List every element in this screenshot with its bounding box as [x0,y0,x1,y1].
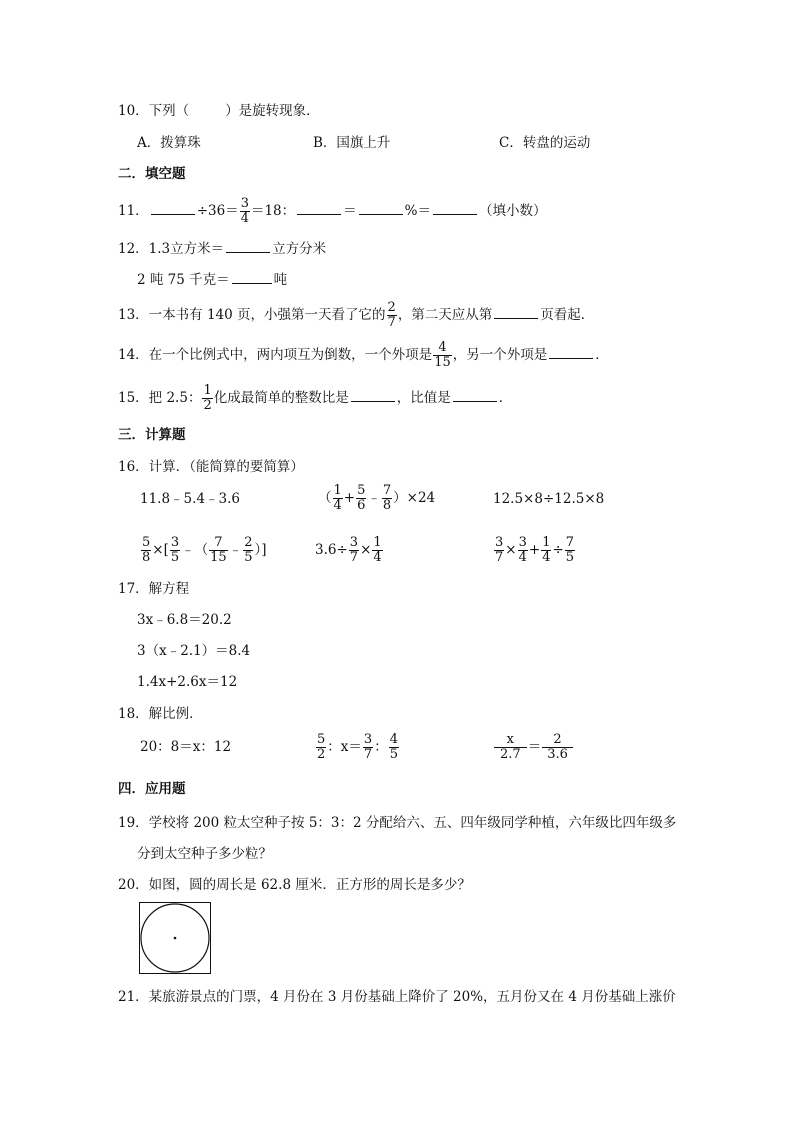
answer-blank[interactable] [351,387,395,402]
q15-text: ． [498,390,513,406]
circle-icon [140,903,210,973]
q14-text: ，另一个外项是 [452,347,548,363]
section-application: 四．应用题 [118,781,186,797]
fraction: $\frac{2}{7}$ [387,300,396,330]
question-11 [118,194,546,228]
q18-prop-2: $\frac{5}{2}$ ：x＝ $\frac{3}{7}$ ： $\frac{4}{5}$ [317,732,398,762]
q10-stem-end: ）是旋转现象． [225,103,320,119]
q17-eq-1: 3x﹣6.8＝20.2 [137,612,232,628]
answer-blank[interactable] [226,238,270,253]
question-16-title: 16．计算．（能简算的要简算） [118,459,304,475]
q11-number: 11． [118,203,149,219]
q13-text: ，第二天应从第 [397,307,493,323]
q17-eq-2: 3（x﹣2.1）＝8.4 [137,643,251,659]
q12-text: 吨 [273,272,288,288]
q14-text: ． [595,347,609,363]
q11-text: （填小数） [478,203,547,219]
answer-blank[interactable] [232,269,272,284]
question-10 [118,101,320,121]
question-21: 21．某旅游景点的门票，4 月份在 3 月份基础上降价了 20%，五月份又在 4 月份基础上涨价 [118,989,676,1005]
q12-text: 2 吨 75 千克＝ [137,272,230,288]
q16-expr-2: （ $\frac{1}{4}$ + $\frac{5}{6}$ ﹣ $\frac{7}{8}$ ）×24 [318,483,436,513]
q16-expr-3: 12.5×8÷12.5×8 [493,491,605,507]
fraction: $\frac{4}{15}$ [434,340,451,370]
q11-text: ÷36＝ [196,203,239,219]
answer-blank[interactable] [453,387,497,402]
answer-blank[interactable] [297,200,341,215]
q10-option-b[interactable]: B．国旗上升 [313,135,391,151]
question-15 [118,381,512,415]
answer-blank[interactable] [494,304,538,319]
section-fill-blank: 二．填空题 [118,166,186,182]
q11-text: %＝ [404,203,431,219]
question-20: 20．如图，圆的周长是 62.8 厘米．正方形的周长是多少？ [118,877,471,893]
q16-expr-1: 11.8﹣5.4﹣3.6 [140,491,240,507]
q16-expr-5: 3.6÷ $\frac{3}{7}$ × $\frac{1}{4}$ [315,535,382,565]
q11-text: ＝ [343,203,357,219]
answer-blank[interactable] [549,344,593,359]
q11-text: ＝18： [250,203,296,219]
answer-blank[interactable] [433,200,477,215]
q10-option-c[interactable]: C．转盘的运动 [499,135,591,151]
answer-blank[interactable] [359,200,403,215]
q17-eq-3: 1.4x+2.6x＝12 [137,674,238,690]
q13-text: 13．一本书有 140 页，小强第一天看了它的 [118,307,386,323]
question-17-title: 17．解方程 [118,581,190,597]
q15-text: 化成最简单的整数比是 [213,390,349,406]
question-13 [118,298,594,332]
question-12 [118,238,326,259]
q13-text: 页看起． [540,307,595,323]
answer-blank[interactable] [151,200,195,215]
question-12-line2 [137,269,287,290]
question-14 [118,338,609,372]
q16-expr-6: $\frac{3}{7}$ × $\frac{3}{4}$ + $\frac{1}{4}$ ÷ $\frac{7}{5}$ [495,535,575,565]
fraction: $\frac{3}{4}$ [240,196,249,226]
question-18-title: 18．解比例． [118,706,203,722]
question-19-line2: 分到太空种子多少粒？ [137,846,272,862]
q16-expr-4: $\frac{5}{8}$ ×[ $\frac{3}{5}$ ﹣（ $\frac{7}{15}$ ﹣ $\frac{2}{5}$ ）] [142,535,267,565]
q18-prop-1: 20：8＝x：12 [140,739,232,755]
section-calculation: 三．计算题 [118,427,186,443]
q15-text: ，比值是 [396,390,451,406]
q14-text: 14．在一个比例式中，两内项互为倒数，一个外项是 [118,347,433,363]
question-19-line1: 19．学校将 200 粒太空种子按 5：3：2 分配给六、五、四年级同学种植，六年级比四年级多 [118,815,677,831]
q15-text: 15．把 2.5： [118,390,202,406]
circle-in-square-figure [139,902,211,974]
q12-text: 12．1.3立方米＝ [118,241,225,257]
q10-option-a[interactable]: A．拨算珠 [137,135,201,151]
fraction: $\frac{1}{2}$ [203,383,212,413]
q10-stem: 10．下列（ [118,103,190,119]
q12-text: 立方分米 [272,241,327,257]
q18-prop-3: $\frac{x}{2.7}$ ＝ $\frac{2}{3.6}$ [493,730,574,764]
